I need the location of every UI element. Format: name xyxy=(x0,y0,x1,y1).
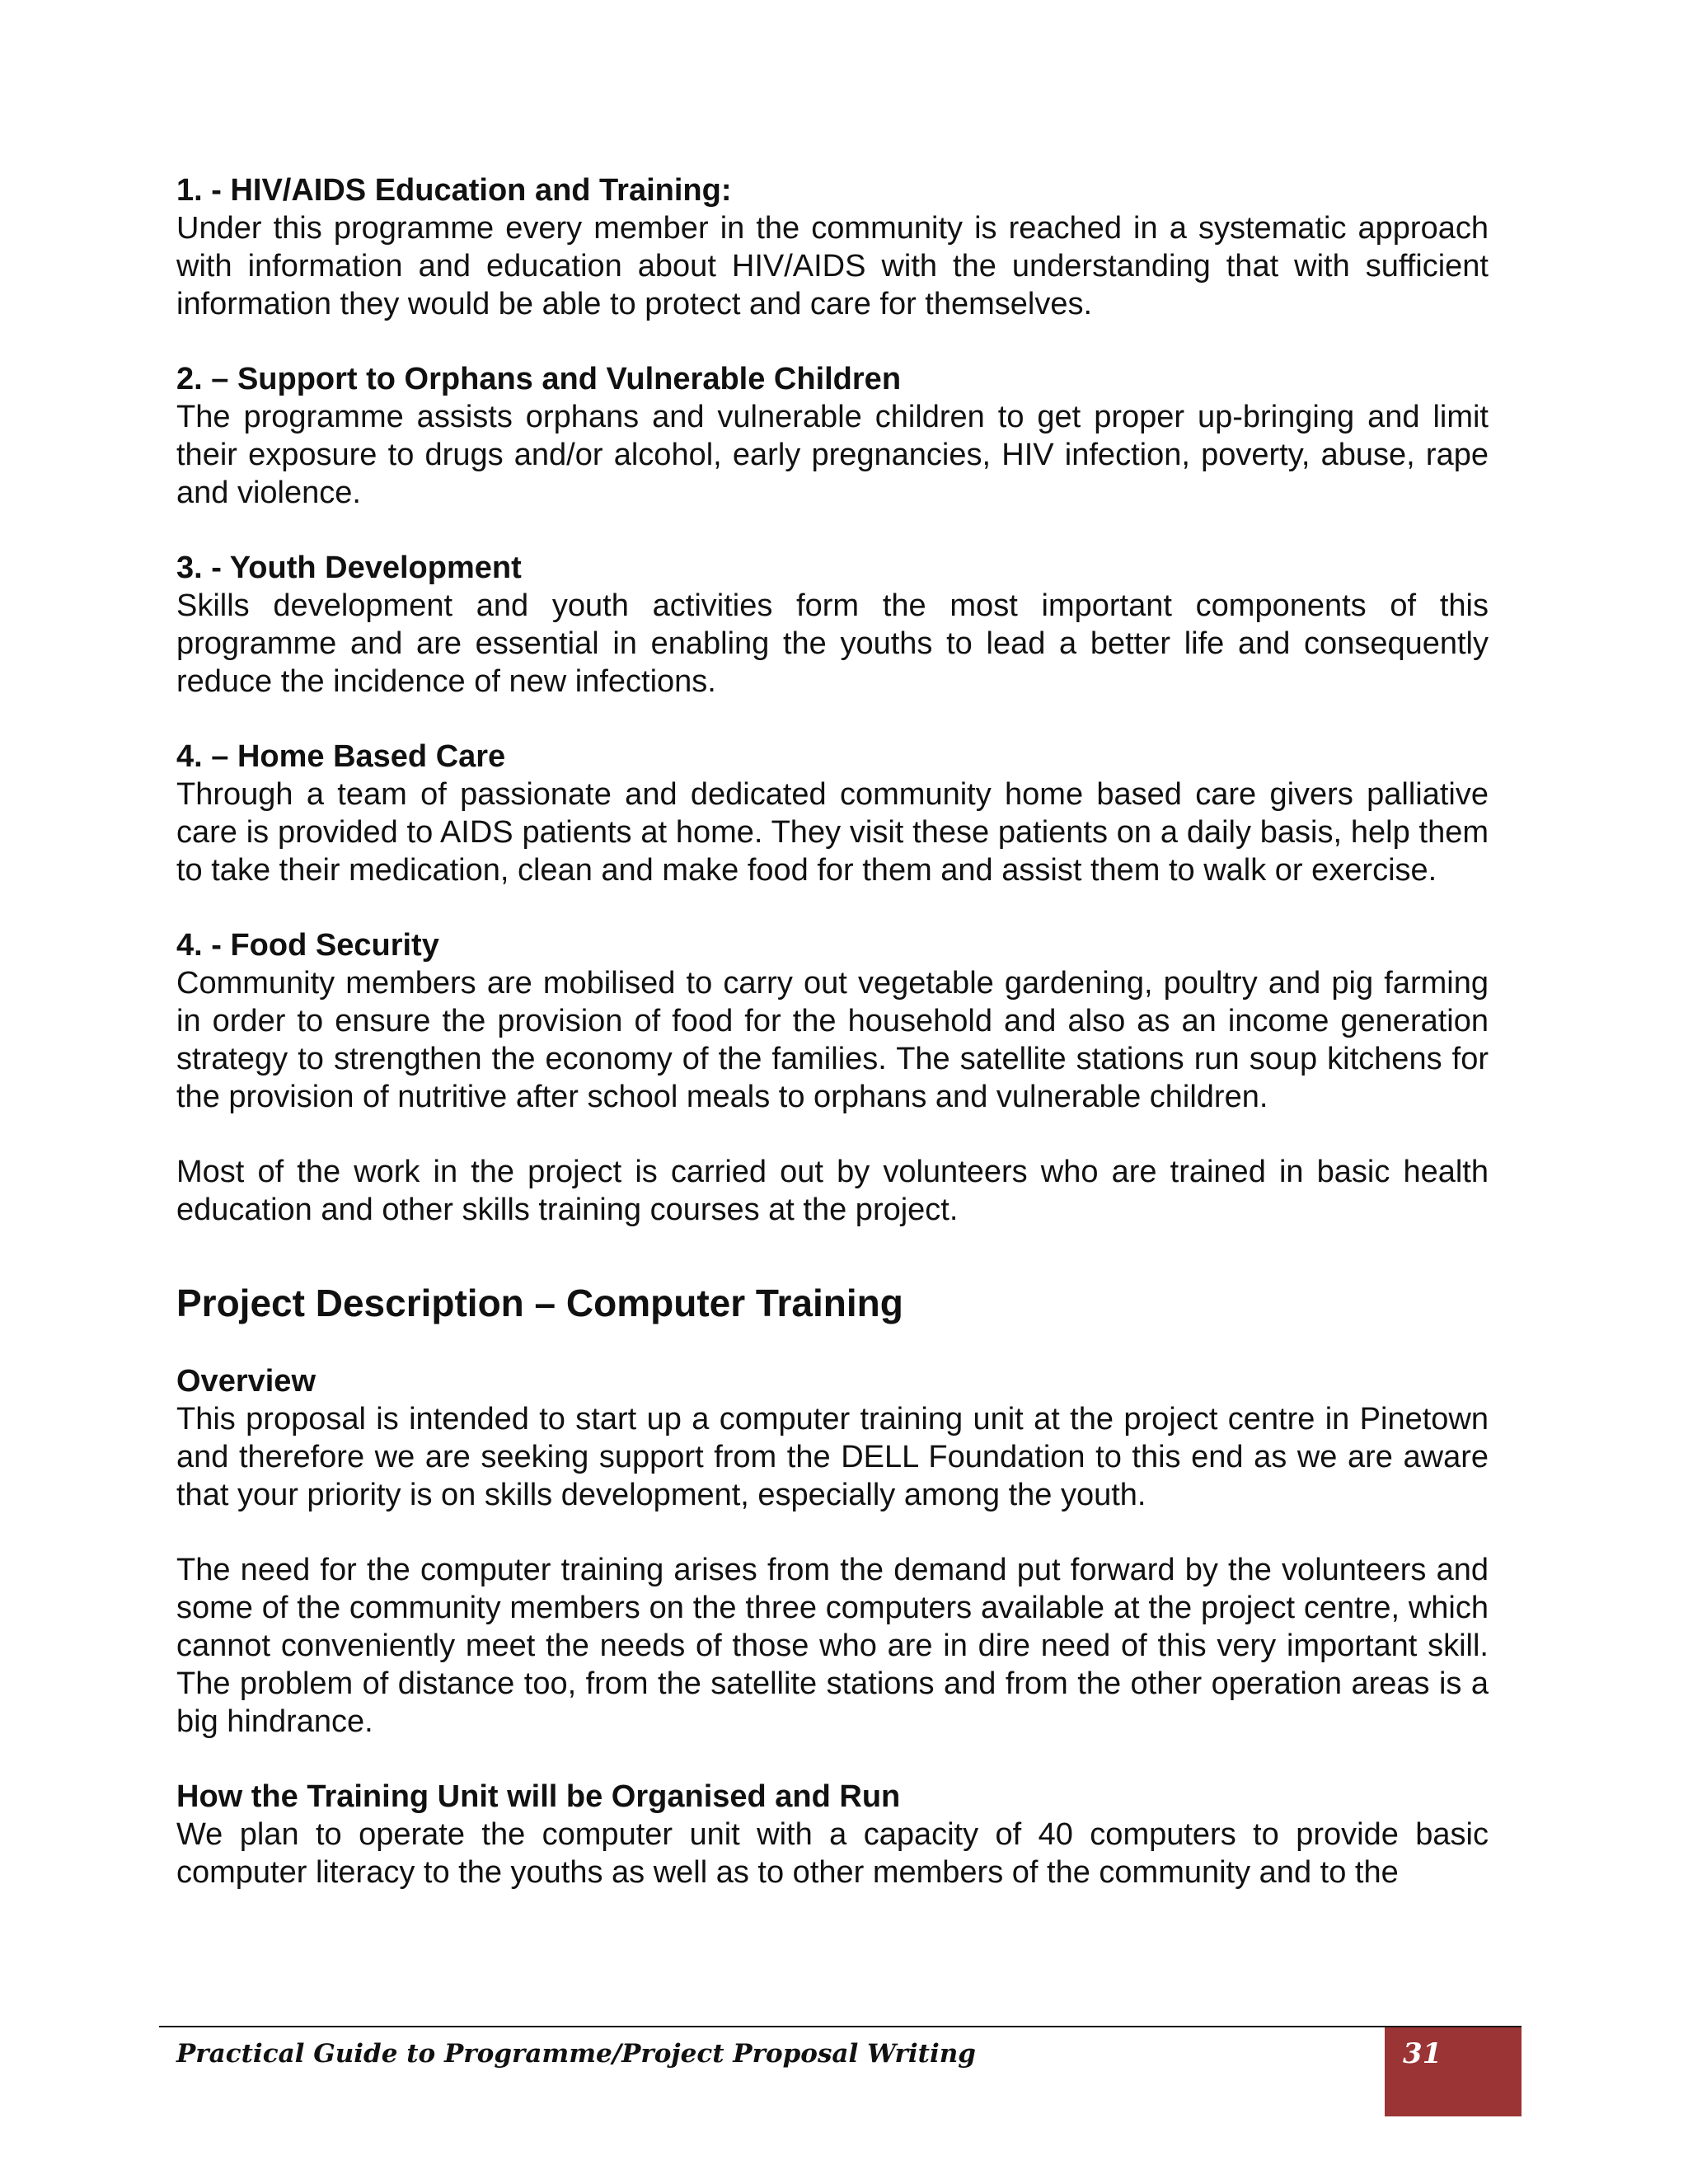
section-body: The programme assists orphans and vulnerable children to get proper up-bringing and limit their exposure to drugs and/or alcohol, early pregnancies, HIV infection, poverty, abuse, rape and violence. xyxy=(176,400,1489,510)
document-body xyxy=(176,171,1489,1929)
overview-heading: Overview xyxy=(176,1364,316,1399)
footer-title: Practical Guide to Programme/Project Proposal Writing xyxy=(176,2039,976,2069)
section-organisation xyxy=(176,1778,1489,1891)
section-body: Skills development and youth activities form the most important components of this programme and are essential in enabling the youths to lead a better life and consequently reduce the incidence of new infections. xyxy=(176,588,1489,699)
section-body: Community members are mobilised to carry out vegetable gardening, poultry and pig farming in order to ensure the provision of food for the household and also as an income generation strategy to strengthen the economy of the families. The satellite stations run soup kitchens for the provision of nutritive after school meals to orphans and vulnerable children. xyxy=(176,966,1489,1114)
section-body: Through a team of passionate and dedicated community home based care givers palliative care is provided to AIDS patients at home. They visit these patients on a daily basis, help them to take their medication, clean and make food for them and assist them to walk or exercise. xyxy=(176,777,1489,888)
organise-body: We plan to operate the computer unit with a capacity of 40 computers to provide basic computer literacy to the youths as well as to other members of the community and to the xyxy=(176,1817,1489,1890)
footer-divider xyxy=(159,2026,1522,2027)
section-body: Under this programme every member in the community is reached in a systematic approach with information and education about HIV/AIDS with the understanding that with sufficient information they would be able to protect and care for themselves. xyxy=(176,211,1489,321)
section-youth-development xyxy=(176,549,1489,701)
section-heading: 4. - Food Security xyxy=(176,928,439,963)
overview-body: This proposal is intended to start up a computer training unit at the project centre in Pinetown and therefore we are seeking support from the DELL Foundation to this end as we are aware that your priority is on skills development, especially among the youth. xyxy=(176,1402,1489,1512)
section-heading: 4. – Home Based Care xyxy=(176,739,506,774)
section-home-based-care xyxy=(176,738,1489,889)
section-heading: 1. - HIV/AIDS Education and Training: xyxy=(176,173,732,208)
section-food-security xyxy=(176,926,1489,1116)
section-orphans-support xyxy=(176,360,1489,512)
organise-heading: How the Training Unit will be Organised and Run xyxy=(176,1779,901,1814)
project-description-title: Project Description – Computer Training xyxy=(176,1282,903,1324)
page-number: 31 xyxy=(1403,2037,1442,2070)
section-hiv-aids-education xyxy=(176,171,1489,323)
section-overview xyxy=(176,1362,1489,1514)
page-number-box xyxy=(1385,2027,1522,2116)
need-paragraph: The need for the computer training arises from the demand put forward by the volunteers and some of the community members on the three computers available at the project centre, which cannot conveniently meet the needs of those who are in dire need of this very important skill. The problem of distance too, from the satellite stations and from the other operation areas is a big hindrance. xyxy=(176,1553,1489,1739)
section-heading: 2. – Support to Orphans and Vulnerable Children xyxy=(176,362,902,396)
volunteers-paragraph: Most of the work in the project is carried out by volunteers who are trained in basic health education and other skills training courses at the project. xyxy=(176,1155,1489,1227)
section-heading: 3. - Youth Development xyxy=(176,551,522,585)
